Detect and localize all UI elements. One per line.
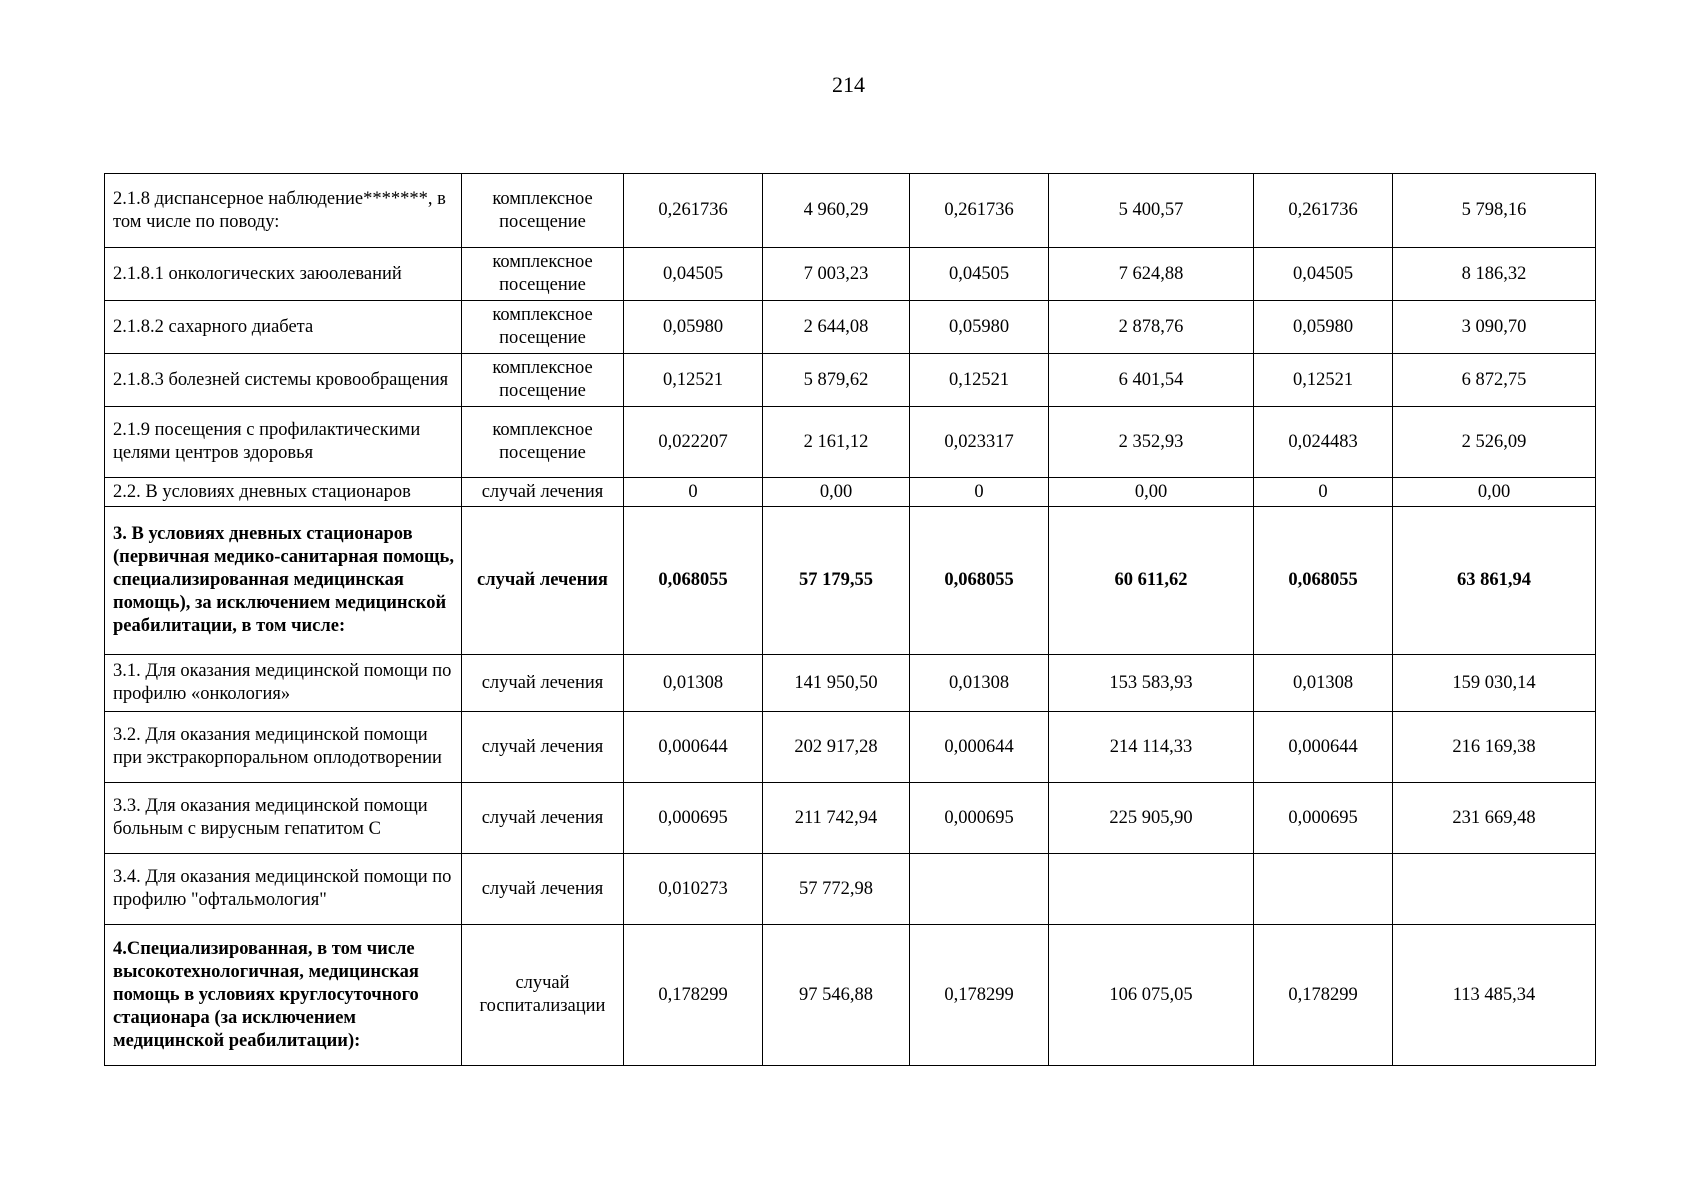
value-cell: 6 401,54 (1049, 354, 1254, 407)
value-cell: 5 798,16 (1393, 174, 1596, 248)
value-cell: 0,04505 (624, 248, 763, 301)
value-cell: 4 960,29 (763, 174, 910, 248)
value-cell: 0,000644 (1254, 712, 1393, 783)
value-cell: 214 114,33 (1049, 712, 1254, 783)
value-cell: 0,000695 (910, 783, 1049, 854)
value-cell: 0 (624, 478, 763, 507)
row-name-cell: 2.1.8.1 онкологических заюолеваний (105, 248, 462, 301)
value-cell: 106 075,05 (1049, 925, 1254, 1066)
value-cell (1254, 854, 1393, 925)
value-cell (910, 854, 1049, 925)
table-row (105, 301, 1596, 354)
value-cell: 0,178299 (624, 925, 763, 1066)
value-cell: 0,00 (763, 478, 910, 507)
table-row (105, 248, 1596, 301)
value-cell: 97 546,88 (763, 925, 910, 1066)
value-cell: 7 624,88 (1049, 248, 1254, 301)
value-cell: 0,000695 (1254, 783, 1393, 854)
value-cell: 57 179,55 (763, 507, 910, 655)
unit-cell: комплексное посещение (462, 354, 624, 407)
value-cell: 0,01308 (624, 655, 763, 712)
value-cell: 3 090,70 (1393, 301, 1596, 354)
unit-cell: случай лечения (462, 712, 624, 783)
value-cell: 0,068055 (1254, 507, 1393, 655)
unit-cell: комплексное посещение (462, 248, 624, 301)
value-cell: 0,178299 (910, 925, 1049, 1066)
value-cell: 2 352,93 (1049, 407, 1254, 478)
value-cell: 0 (1254, 478, 1393, 507)
row-name-cell: 4.Специализированная, в том числе высокотехнологичная, медицинская помощь в условиях круглосуточного стационара (за исключением медицинской реабилитации): (105, 925, 462, 1066)
value-cell: 0,261736 (910, 174, 1049, 248)
page-number: 214 (832, 72, 865, 97)
value-cell: 0,00 (1393, 478, 1596, 507)
value-cell: 0,023317 (910, 407, 1049, 478)
value-cell: 231 669,48 (1393, 783, 1596, 854)
value-cell: 0,261736 (624, 174, 763, 248)
value-cell: 60 611,62 (1049, 507, 1254, 655)
value-cell: 0,024483 (1254, 407, 1393, 478)
row-name-cell: 2.1.8.2 сахарного диабета (105, 301, 462, 354)
unit-cell: комплексное посещение (462, 174, 624, 248)
value-cell: 0,00 (1049, 478, 1254, 507)
value-cell: 0,05980 (1254, 301, 1393, 354)
row-name-cell: 3.1. Для оказания медицинской помощи по профилю «онкология» (105, 655, 462, 712)
value-cell: 0,178299 (1254, 925, 1393, 1066)
value-cell: 0 (910, 478, 1049, 507)
unit-cell: случай лечения (462, 478, 624, 507)
row-name-cell: 3. В условиях дневных стационаров (первичная медико-санитарная помощь, специализированная медицинская помощь), за исключением медицинской реабилитации, в том числе: (105, 507, 462, 655)
value-cell: 216 169,38 (1393, 712, 1596, 783)
value-cell: 0,04505 (1254, 248, 1393, 301)
value-cell: 0,04505 (910, 248, 1049, 301)
value-cell: 2 878,76 (1049, 301, 1254, 354)
value-cell: 0,000644 (910, 712, 1049, 783)
row-name-cell: 2.1.8.3 болезней системы кровообращения (105, 354, 462, 407)
value-cell: 153 583,93 (1049, 655, 1254, 712)
unit-cell: случай лечения (462, 655, 624, 712)
value-cell: 0,01308 (1254, 655, 1393, 712)
value-cell: 159 030,14 (1393, 655, 1596, 712)
table-row (105, 478, 1596, 507)
value-cell: 2 526,09 (1393, 407, 1596, 478)
value-cell (1393, 854, 1596, 925)
value-cell: 113 485,34 (1393, 925, 1596, 1066)
value-cell: 0,12521 (1254, 354, 1393, 407)
value-cell: 5 879,62 (763, 354, 910, 407)
value-cell: 0,068055 (910, 507, 1049, 655)
value-cell: 0,261736 (1254, 174, 1393, 248)
value-cell: 0,12521 (910, 354, 1049, 407)
table-row (105, 354, 1596, 407)
value-cell (1049, 854, 1254, 925)
table-row (105, 655, 1596, 712)
unit-cell: комплексное посещение (462, 407, 624, 478)
value-cell: 0,01308 (910, 655, 1049, 712)
value-cell: 0,022207 (624, 407, 763, 478)
table-row (105, 854, 1596, 925)
value-cell: 2 161,12 (763, 407, 910, 478)
row-name-cell: 2.1.8 диспансерное наблюдение*******, в том числе по поводу: (105, 174, 462, 248)
table-row (105, 712, 1596, 783)
row-name-cell: 3.3. Для оказания медицинской помощи больным с вирусным гепатитом С (105, 783, 462, 854)
value-cell: 2 644,08 (763, 301, 910, 354)
value-cell: 0,05980 (910, 301, 1049, 354)
value-cell: 8 186,32 (1393, 248, 1596, 301)
value-cell: 7 003,23 (763, 248, 910, 301)
value-cell: 57 772,98 (763, 854, 910, 925)
value-cell: 5 400,57 (1049, 174, 1254, 248)
value-cell: 0,12521 (624, 354, 763, 407)
value-cell: 6 872,75 (1393, 354, 1596, 407)
table-row (105, 407, 1596, 478)
table-row (105, 507, 1596, 655)
value-cell: 202 917,28 (763, 712, 910, 783)
unit-cell: случай лечения (462, 783, 624, 854)
table-row (105, 783, 1596, 854)
data-table (104, 173, 1596, 1066)
value-cell: 63 861,94 (1393, 507, 1596, 655)
unit-cell: случай госпитализации (462, 925, 624, 1066)
row-name-cell: 2.1.9 посещения с профилактическими целями центров здоровья (105, 407, 462, 478)
value-cell: 0,05980 (624, 301, 763, 354)
unit-cell: случай лечения (462, 507, 624, 655)
table-row (105, 925, 1596, 1066)
row-name-cell: 3.2. Для оказания медицинской помощи при экстракорпоральном оплодотворении (105, 712, 462, 783)
value-cell: 141 950,50 (763, 655, 910, 712)
value-cell: 0,010273 (624, 854, 763, 925)
value-cell: 0,000644 (624, 712, 763, 783)
value-cell: 0,068055 (624, 507, 763, 655)
unit-cell: комплексное посещение (462, 301, 624, 354)
value-cell: 211 742,94 (763, 783, 910, 854)
row-name-cell: 3.4. Для оказания медицинской помощи по профилю "офтальмология" (105, 854, 462, 925)
unit-cell: случай лечения (462, 854, 624, 925)
value-cell: 225 905,90 (1049, 783, 1254, 854)
row-name-cell: 2.2. В условиях дневных стационаров (105, 478, 462, 507)
table-row (105, 174, 1596, 248)
value-cell: 0,000695 (624, 783, 763, 854)
